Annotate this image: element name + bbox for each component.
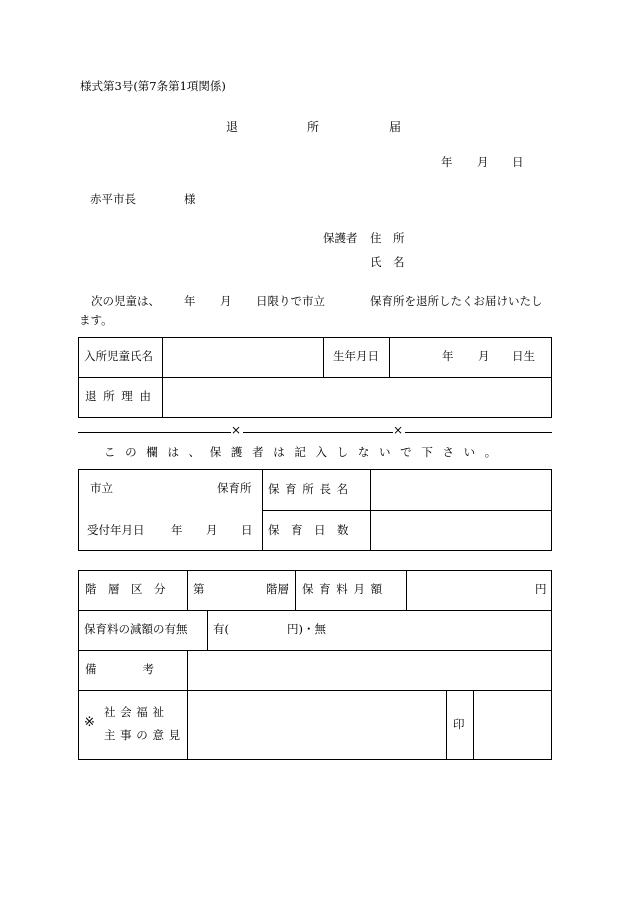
social-worker-label-line2: 主 事 の 意 見 [104, 728, 181, 742]
cut-line-segment-3 [405, 432, 552, 433]
date-month: 月 [477, 155, 489, 169]
reduction-yes: 有( [213, 622, 229, 636]
form-number: 様式第3号(第7条第1項関係) [80, 79, 226, 93]
table3-row-divider-3 [78, 690, 552, 691]
cut-mark-1: × [231, 423, 242, 437]
office-use-notice: こ の 欄 は 、 保 護 者 は 記 入 し な い で 下 さ い 。 [104, 445, 497, 459]
reduction-yen: 円)・無 [287, 622, 326, 636]
nursery-label: 保育所 [217, 481, 252, 495]
monthly-fee-label: 保 育 料 月 額 [302, 582, 383, 596]
title-char-3: 届 [389, 120, 402, 134]
body-part1: 次の児童は、 [91, 294, 160, 308]
withdrawal-reason-label: 退 所 理 由 [85, 389, 151, 403]
city-label: 市立 [90, 481, 113, 495]
receipt-date-label: 受付年月日 [87, 523, 145, 537]
body-part3: 保育所を退所したくお届けいたし [370, 294, 543, 308]
table3-r1-divider-3 [406, 570, 407, 610]
director-name-label: 保 育 所 長 名 [268, 482, 349, 496]
seal-mark: 印 [453, 717, 465, 731]
cut-line-segment-1 [78, 432, 231, 433]
cut-mark-2: × [393, 423, 404, 437]
table1-col-divider-1 [162, 337, 163, 418]
table2-row-divider [262, 510, 552, 511]
class-prefix: 第 [193, 582, 205, 596]
fee-reduction-label: 保育料の減額の有無 [84, 622, 188, 636]
income-class-label: 階 層 区 分 [85, 582, 166, 596]
table1-col-divider-3 [389, 337, 390, 377]
title-char-2: 所 [307, 120, 320, 134]
birth-year: 年 [442, 349, 454, 363]
table3-r1-divider-2 [295, 570, 296, 610]
body-line2: ます。 [79, 313, 113, 327]
guardian-name-label: 氏 名 [370, 255, 405, 269]
body-part2: 日限りで市立 [256, 294, 325, 308]
guardian-address-label: 住 所 [370, 231, 405, 245]
cut-line-segment-2 [243, 432, 393, 433]
table3-r2-divider [207, 610, 208, 650]
birth-date-label: 生年月日 [333, 349, 379, 363]
receipt-day: 日 [241, 523, 253, 537]
table1-row-divider [78, 377, 552, 378]
care-days-label: 保 育 日 数 [268, 523, 349, 537]
receipt-year: 年 [171, 523, 183, 537]
table3-seal-divider-2 [473, 690, 474, 760]
birth-day: 日生 [512, 349, 535, 363]
class-suffix: 階層 [266, 582, 289, 596]
note-mark: ※ [84, 715, 95, 730]
date-day: 日 [512, 155, 524, 169]
remarks-label: 備 考 [85, 662, 154, 676]
social-worker-label-line1: 社 会 福 祉 [104, 705, 164, 719]
fee-unit: 円 [535, 582, 547, 596]
title-char-1: 退 [226, 120, 239, 134]
guardian-label: 保護者 [323, 231, 358, 245]
body-year: 年 [184, 294, 196, 308]
child-name-label: 入所児童氏名 [84, 349, 153, 363]
table3-r1-divider-1 [187, 570, 188, 610]
addressee-honorific: 様 [184, 192, 196, 206]
table3-seal-divider-1 [446, 690, 447, 760]
table3-r34-divider [187, 650, 188, 760]
addressee-name: 赤平市長 [90, 192, 136, 206]
receipt-month: 月 [206, 523, 218, 537]
body-month: 月 [220, 294, 232, 308]
birth-month: 月 [478, 349, 490, 363]
table3-row-divider-1 [78, 610, 552, 611]
date-year: 年 [441, 155, 453, 169]
table3-row-divider-2 [78, 650, 552, 651]
table1-col-divider-2 [323, 337, 324, 377]
